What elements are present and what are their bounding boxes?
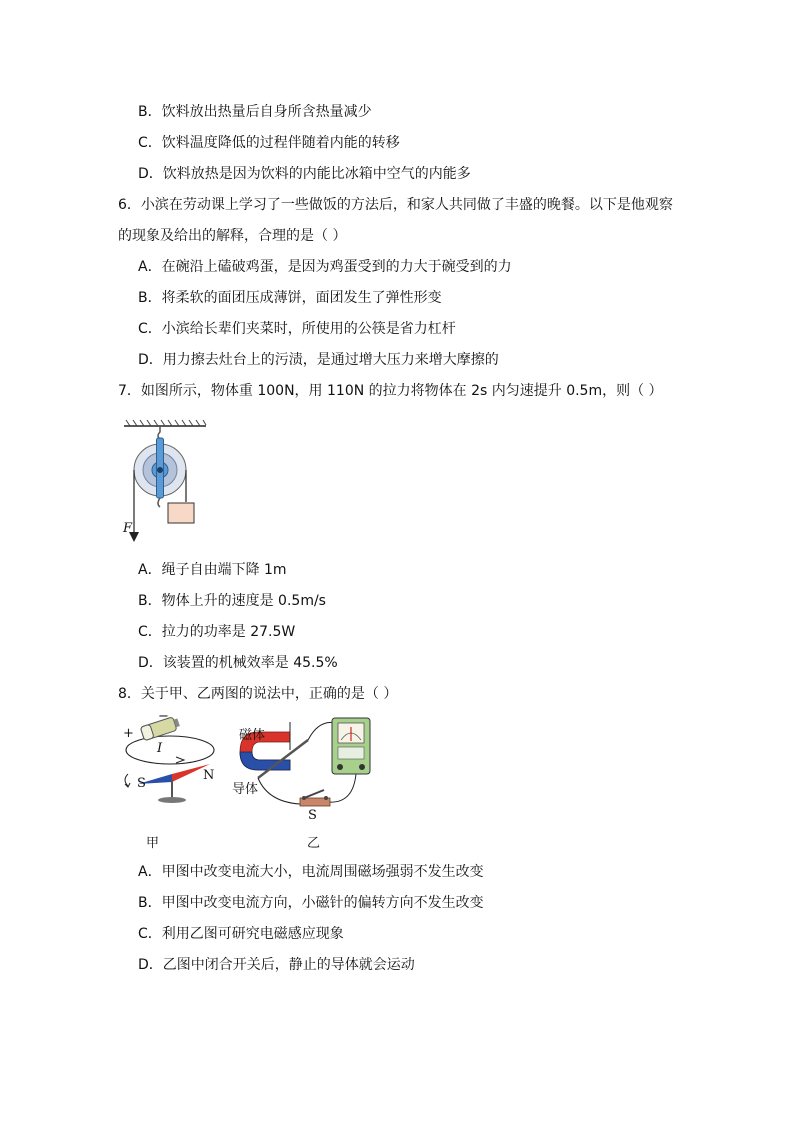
minus-terminal-label: − — [158, 709, 169, 724]
current-label: I — [157, 741, 163, 756]
figure-yi-caption: 乙 — [307, 836, 321, 851]
q8-stem: 8．关于甲、乙两图的说法中，正确的是（ ） — [118, 686, 398, 702]
south-pole-label: S — [137, 776, 146, 791]
q6-option-b: B．将柔软的面团压成薄饼，面团发生了弹性形变 — [138, 290, 442, 306]
q7-option-a: A．绳子自由端下降 1m — [138, 562, 287, 578]
switch-label: S — [308, 808, 317, 823]
pulley-figure — [118, 412, 218, 544]
oersted-figure — [118, 712, 228, 812]
q8-option-a: A．甲图中改变电流大小，电流周围磁场强弱不发生改变 — [138, 864, 484, 880]
q8-option-c: C．利用乙图可研究电磁感应现象 — [138, 926, 344, 942]
q5-option-b: B．饮料放出热量后自身所含热量减少 — [138, 104, 372, 120]
q5-option-c: C．饮料温度降低的过程伴随着内能的转移 — [138, 135, 400, 151]
magnet-label: 磁体 — [239, 728, 266, 743]
q5-option-d: D．饮料放热是因为饮料的内能比冰箱中空气的内能多 — [138, 166, 471, 182]
q7-stem: 7．如图所示，物体重 100N，用 110N 的拉力将物体在 2s 内匀速提升 0.5m，则（ ） — [118, 383, 663, 399]
figure-jia-caption: 甲 — [146, 836, 160, 851]
q7-option-d: D．该装置的机械效率是 45.5% — [138, 655, 338, 671]
q6-stem-line2: 的现象及给出的解释，合理的是（ ） — [118, 228, 347, 244]
north-pole-label: N — [203, 768, 215, 783]
plus-terminal-label: + — [123, 726, 134, 741]
q6-option-d: D．用力擦去灶台上的污渍，是通过增大压力来增大摩擦的 — [138, 352, 499, 368]
q6-option-a: A．在碗沿上磕破鸡蛋，是因为鸡蛋受到的力大于碗受到的力 — [138, 259, 512, 275]
conductor-label: 导体 — [232, 782, 259, 797]
q8-option-b: B．甲图中改变电流方向，小磁针的偏转方向不发生改变 — [138, 895, 484, 911]
q6-option-c: C．小滨给长辈们夹菜时，所使用的公筷是省力杠杆 — [138, 321, 456, 337]
q7-option-c: C．拉力的功率是 27.5W — [138, 624, 296, 640]
q7-option-b: B．物体上升的速度是 0.5m/s — [138, 593, 326, 609]
q8-option-d: D．乙图中闭合开关后，静止的导体就会运动 — [138, 957, 415, 973]
force-label: F — [123, 521, 133, 536]
q6-stem-line1: 6．小滨在劳动课上学习了一些做饭的方法后，和家人共同做了丰盛的晚餐。以下是他观察 — [118, 197, 673, 213]
